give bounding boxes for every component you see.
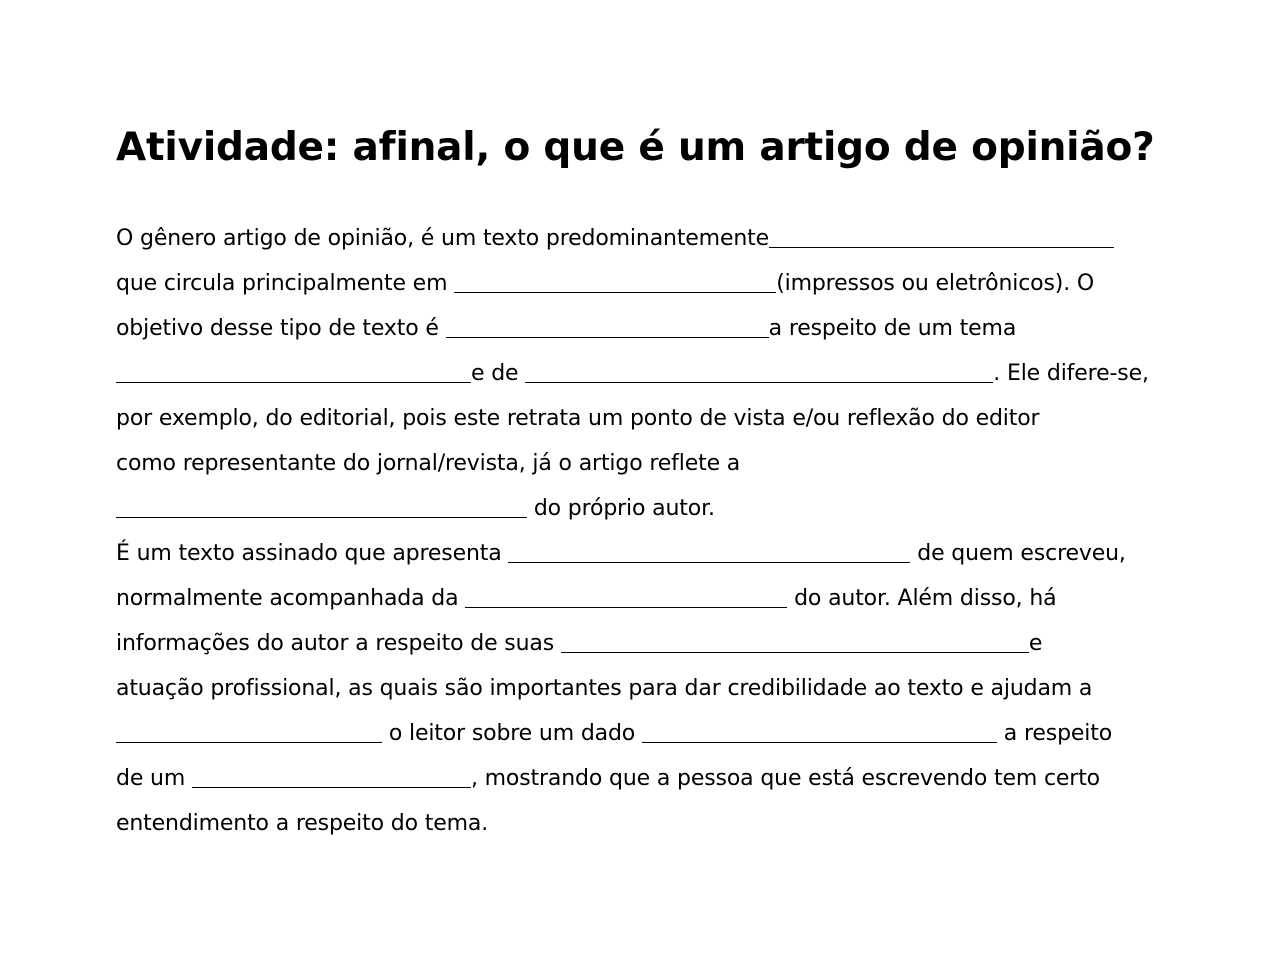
text-line [116, 216, 1114, 261]
blank-field[interactable] [561, 630, 1029, 653]
text-segment: como representante do jornal/revista, já o artigo reflete a [116, 451, 741, 476]
text-line [116, 441, 740, 486]
text-segment: que circula principalmente em [116, 271, 455, 296]
text-segment: de quem escreveu, [910, 541, 1126, 566]
text-segment: É um texto assinado que apresenta [116, 541, 509, 566]
blank-field[interactable] [192, 765, 471, 788]
text-segment: objetivo desse tipo de texto é [116, 316, 446, 341]
text-line [116, 756, 1100, 801]
text-line [116, 351, 1149, 396]
blank-field[interactable] [642, 720, 997, 743]
text-segment: entendimento a respeito do tema. [116, 811, 489, 836]
blank-field[interactable] [769, 225, 1114, 248]
text-line [116, 576, 1056, 621]
text-segment: do próprio autor. [527, 496, 715, 521]
text-line [116, 261, 1094, 306]
text-segment: por exemplo, do editorial, pois este retrata um ponto de vista e/ou reflexão do editor [116, 406, 1040, 431]
text-line [116, 486, 715, 531]
text-segment: o leitor sobre um dado [382, 721, 642, 746]
text-line [116, 711, 1112, 756]
text-segment: e de [471, 361, 526, 386]
text-line [116, 801, 488, 846]
blank-field[interactable] [116, 720, 382, 743]
text-segment: . Ele difere-se, [993, 361, 1149, 386]
text-line [116, 531, 1126, 576]
text-line [116, 621, 1042, 666]
text-segment: normalmente acompanhada da [116, 586, 466, 611]
text-segment: O gênero artigo de opinião, é um texto predominantemente [116, 226, 769, 251]
text-segment: a respeito [996, 721, 1113, 746]
text-segment: , mostrando que a pessoa que está escrevendo tem certo [470, 766, 1100, 791]
text-segment: atuação profissional, as quais são importantes para dar credibilidade ao texto e ajudam a [116, 676, 1093, 701]
blank-field[interactable] [116, 360, 471, 383]
blank-field[interactable] [525, 360, 993, 383]
text-segment: do autor. Além disso, há [787, 586, 1057, 611]
blank-field[interactable] [454, 270, 776, 293]
blank-field[interactable] [465, 585, 787, 608]
text-segment: e [1028, 631, 1043, 656]
text-line [116, 666, 1092, 711]
text-segment: (impressos ou eletrônicos). O [776, 271, 1095, 296]
text-segment: de um [116, 766, 192, 791]
blank-field[interactable] [508, 540, 910, 563]
blank-field[interactable] [116, 495, 527, 518]
text-segment: a respeito de um tema [768, 316, 1017, 341]
text-line [116, 306, 1016, 351]
text-line [116, 396, 1039, 441]
blank-field[interactable] [446, 315, 769, 338]
page-title: Atividade: afinal, o que é um artigo de opinião? [116, 125, 1155, 170]
text-segment: informações do autor a respeito de suas [116, 631, 561, 656]
